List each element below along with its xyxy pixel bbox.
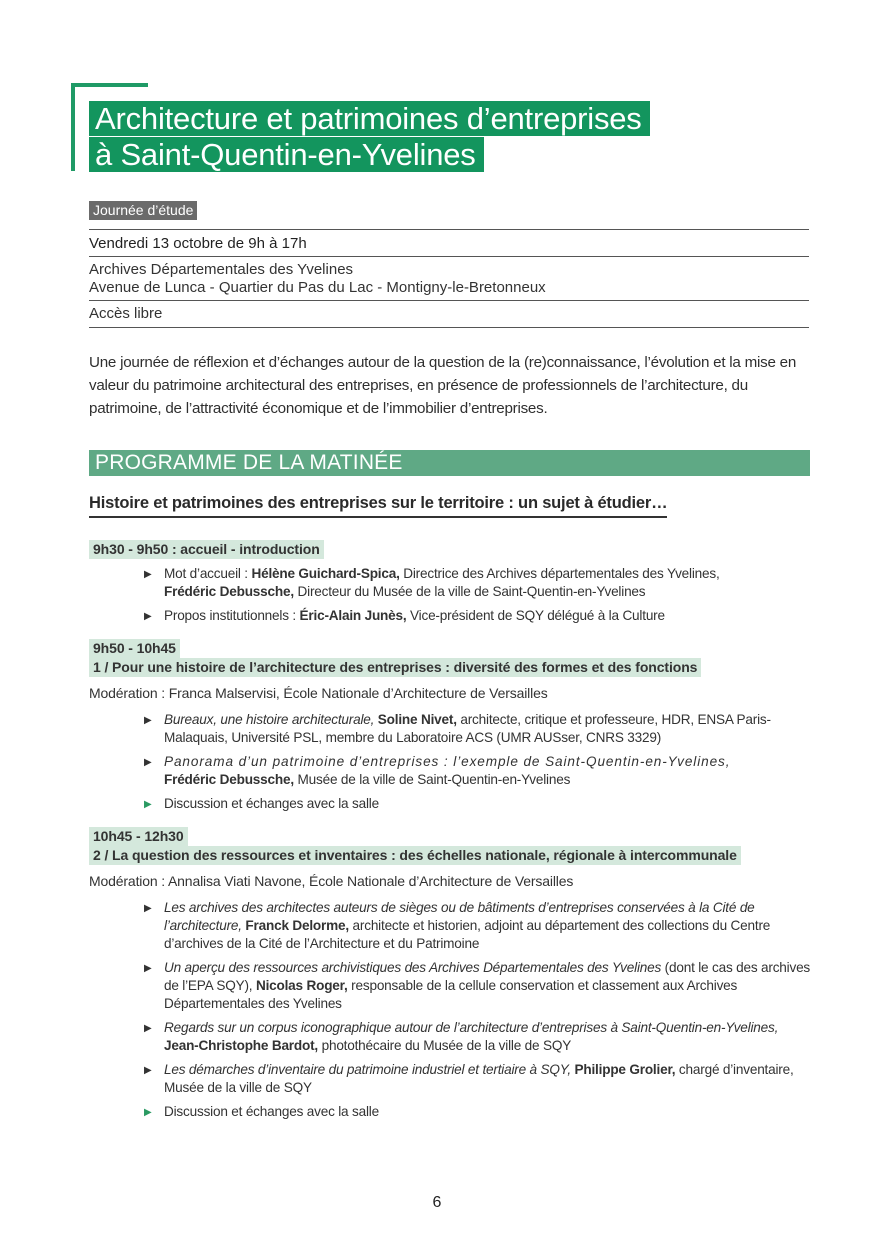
slot-time: 9h50 - 10h45 [89,639,180,658]
speaker-name: Soline Nivet, [374,712,457,727]
speaker-name: Frédéric Debussche, [164,584,294,599]
bullet-triangle-icon: ▶ [144,1023,152,1034]
slot-items [89,565,813,625]
slot-time: 9h30 - 9h50 : accueil - introduction [89,540,324,559]
talk-title: Panorama d’un patrimoine d’entreprises : l’exemple de Saint-Quentin-en-Yvelines, [164,754,731,769]
list-item: ▶ Regards sur un corpus iconographique autour de l’architecture d’entreprises à Saint-Quentin-en-Yvelines, Jean-Christophe Bardot, photothécaire du Musée de la ville de SQY [144,1020,779,1053]
speaker-name: Jean-Christophe Bardot, [164,1038,319,1053]
program-body [89,540,813,1133]
section-subtitle: Histoire et patrimoines des entreprises sur le territoire : un sujet à étudier… [89,492,667,518]
event-venue [89,256,809,300]
bullet-triangle-icon: ▶ [144,903,152,914]
event-date: Vendredi 13 octobre de 9h à 17h [89,229,809,256]
title-bracket-vertical [71,83,75,171]
bullet-triangle-icon: ▶ [144,569,152,580]
info-divider [89,327,809,328]
speaker-name: Éric-Alain Junès, [299,608,407,623]
page-title [89,101,650,172]
section-heading: PROGRAMME DE LA MATINÉE [95,451,403,474]
slot-title: 2 / La question des ressources et inventaires : des échelles nationale, régionale à intercommunale [89,846,741,865]
speaker-name: Nicolas Roger, [255,978,348,993]
bullet-triangle-icon: ▶ [144,757,152,768]
slot-time: 10h45 - 12h30 [89,827,188,846]
talk-title: Les démarches d’inventaire du patrimoine industriel et tertiaire à SQY, [164,1062,571,1077]
venue-name: Archives Départementales des Yvelines [89,261,354,278]
slot-moderation: Modération : Annalisa Viati Navone, École Nationale d’Architecture de Versailles [89,873,574,889]
venue-address: Avenue de Lunca - Quartier du Pas du Lac - Montigny-le-Bretonneux [89,279,546,296]
program-slot [89,827,813,1121]
list-item: ▶ Discussion et échanges avec la salle [164,1103,813,1121]
program-slot [89,639,813,813]
slot-items [89,711,813,813]
slot-title: 1 / Pour une histoire de l’architecture des entreprises : diversité des formes et des fonctions [89,658,701,677]
speaker-name: Frédéric Debussche, [164,772,294,787]
slot-moderation: Modération : Franca Malservisi, École Nationale d’Architecture de Versailles [89,685,548,701]
section-heading-band [89,450,810,476]
event-type-badge: Journée d’étude [89,201,197,220]
talk-title: Les archives des architectes auteurs de sièges ou de bâtiments d’entreprises conservées à la Cité de l’architecture, [164,900,755,933]
title-line-2: à Saint-Quentin-en-Yvelines [89,137,484,172]
title-line-1: Architecture et patrimoines d’entreprises [89,101,650,136]
event-access: Accès libre [89,300,809,327]
list-item: ▶ Propos institutionnels : Éric-Alain Junès, Vice-président de SQY délégué à la Culture [164,607,813,625]
intro-paragraph: Une journée de réflexion et d’échanges autour de la question de la (re)connaissance, l’évolution et la mise en valeur du patrimoine architectural des entreprises, en présence de professionnels de l’architecture, du patrimoine, de l’attractivité économique et de l’immobilier d’entreprises. [89,354,797,417]
bullet-triangle-icon: ▶ [144,1065,152,1076]
list-item: ▶ Discussion et échanges avec la salle [164,795,813,813]
speaker-name: Hélène Guichard-Spica, [251,566,400,581]
speaker-name: Philippe Grolier, [570,1062,676,1077]
bullet-triangle-icon: ▶ [144,611,152,622]
title-bracket-horizontal [71,83,148,87]
talk-title: Un aperçu des ressources archivistiques des Archives Départementales des Yvelines [164,960,662,975]
program-slot [89,540,813,625]
list-item: ▶ Les démarches d’inventaire du patrimoine industriel et tertiaire à SQY, Philippe Grolier, chargé d’inventaire, Musée de la ville de SQY [144,1062,794,1095]
list-item: ▶ Panorama d’un patrimoine d’entreprises : l’exemple de Saint-Quentin-en-Yvelines, Frédéric Debussche, Musée de la ville de Saint-Quentin-en-Yvelines [144,754,731,787]
list-item: ▶ Les archives des architectes auteurs de sièges ou de bâtiments d’entreprises conservées à la Cité de l’architecture, Franck Delorme, architecte et historien, adjoint au département des collections du Centre d’archives de la Cité de l’Architecture et du Patrimoine [144,900,771,951]
bullet-triangle-icon: ▶ [144,799,152,810]
bullet-triangle-icon: ▶ [144,1107,152,1118]
list-item: ▶ Un aperçu des ressources archivistiques des Archives Départementales des Yvelines (dont le cas des archives de l’EPA SQY), Nicolas Roger, responsable de la cellule conservation et classement aux Archives Départementales des Yvelines [144,960,811,1011]
talk-title: Bureaux, une histoire architecturale, [164,712,375,727]
talk-title: Regards sur un corpus iconographique autour de l’architecture d’entreprises à Saint-Quentin-en-Yvelines, [164,1020,779,1035]
bullet-triangle-icon: ▶ [144,715,152,726]
speaker-name: Franck Delorme, [241,918,349,933]
list-item: ▶ Bureaux, une histoire architecturale, Soline Nivet, architecte, critique et professeure, HDR, ENSA Paris-Malaquais, Université PSL, membre du Laboratoire ACS (UMR AUSser, CNRS 3329) [144,712,771,745]
slot-items [89,899,813,1121]
list-item: ▶ Mot d’accueil : Hélène Guichard-Spica, Directrice des Archives départementales des Yvelines, Frédéric Debussche, Directeur du Musée de la ville de Saint-Quentin-en-Yvelines [144,566,720,599]
bullet-triangle-icon: ▶ [144,963,152,974]
page-number: 6 [432,1194,442,1211]
event-info [89,201,809,328]
